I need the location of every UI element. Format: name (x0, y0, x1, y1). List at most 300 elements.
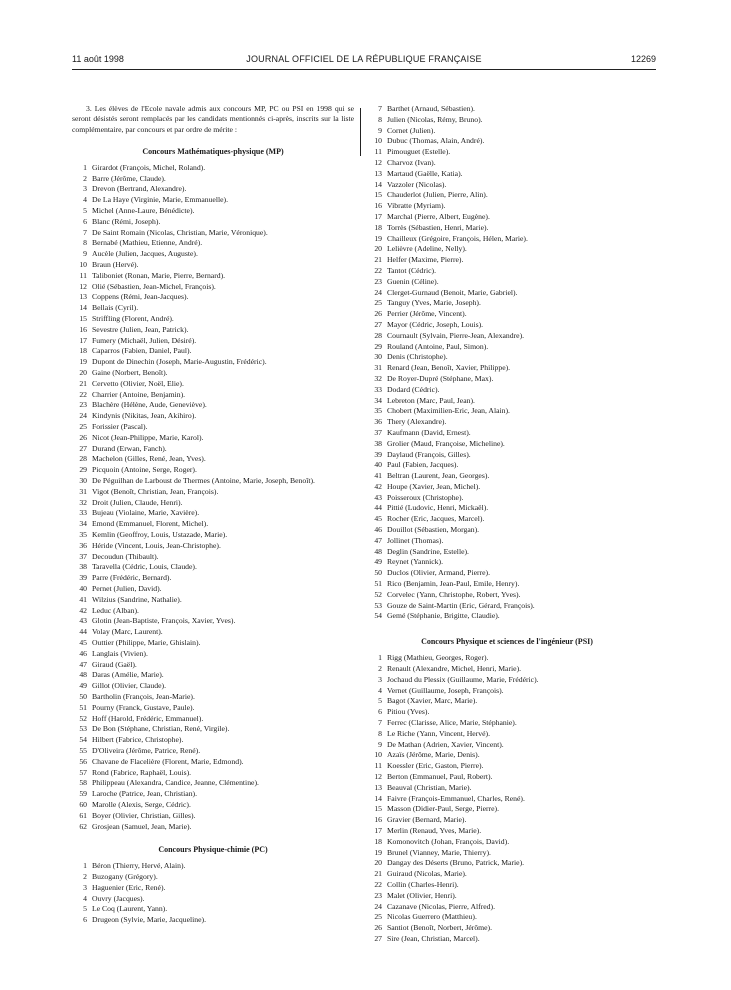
list-item (367, 934, 647, 945)
item-number: 22 (374, 879, 382, 889)
item-number: 15 (374, 190, 382, 200)
list-item (72, 411, 354, 422)
candidate-name: Merlin (Renaud, Yves, Marie). (387, 826, 482, 835)
item-number: 3 (378, 674, 382, 684)
candidate-name: Martaud (Gaëlle, Katia). (387, 168, 463, 178)
item-number: 53 (374, 600, 382, 610)
list-item (367, 590, 647, 601)
candidate-name: Douillot (Sébastien, Morgan). (387, 525, 480, 535)
candidate-name: Nicot (Jean-Philippe, Marie, Karol). (92, 432, 204, 442)
candidate-name: Dubuc (Thomas, Alain, André). (387, 136, 485, 146)
list-item (72, 778, 354, 789)
item-number: 5 (378, 696, 382, 706)
item-number: 45 (79, 637, 87, 647)
candidate-name: Tantot (Cédric). (387, 265, 436, 275)
list-item (72, 476, 354, 487)
item-number: 23 (79, 400, 87, 410)
list-item (72, 861, 354, 872)
candidate-name: Malet (Olivier, Henri). (387, 890, 457, 900)
list-item (72, 260, 354, 271)
list-item (367, 611, 647, 622)
list-item (72, 217, 354, 228)
item-number: 33 (79, 508, 87, 518)
candidate-name: Helfer (Maxime, Pierre). (387, 255, 464, 265)
list-item (72, 379, 354, 390)
candidate-name: Chobert (Maximilien-Eric, Jean, Alain). (387, 406, 510, 416)
candidate-name: Vigot (Benoît, Christian, Jean, François). (92, 486, 219, 496)
candidate-name: Vibratte (Myriam). (387, 201, 446, 211)
candidate-name: Chailleux (Grégoire, François, Hélen, Marie). (387, 233, 528, 243)
candidate-name: Koessler (Eric, Gaston, Pierre). (387, 761, 484, 771)
list-item (72, 915, 354, 926)
candidate-name: Denis (Christophe). (387, 352, 448, 362)
list-item (72, 822, 354, 833)
candidate-name: Bernabé (Mathieu, Etienne, André). (92, 238, 203, 248)
list-item (72, 606, 354, 617)
item-number: 41 (79, 594, 87, 604)
list-item (72, 390, 354, 401)
candidate-name: Fumery (Michaël, Julien, Désiré). (92, 335, 197, 345)
candidate-name: Bartholin (François, Jean-Marie). (92, 691, 195, 701)
candidate-name: Berton (Emmanuel, Paul, Robert). (387, 772, 493, 782)
item-number: 42 (79, 605, 87, 615)
list-item (367, 115, 647, 126)
item-number: 14 (79, 303, 87, 313)
list-item (72, 508, 354, 519)
candidate-name: Haguenier (Eric, René). (92, 882, 166, 892)
candidate-name: Mayor (Cédric, Joseph, Louis). (387, 319, 484, 329)
candidate-name: Dangay des Déserts (Bruno, Patrick, Marie). (387, 858, 525, 868)
item-number: 8 (378, 728, 382, 738)
item-number: 54 (79, 735, 87, 745)
item-number: 20 (374, 244, 382, 254)
list-item (72, 487, 354, 498)
candidate-name: Charvoz (Ivan). (387, 157, 436, 167)
list-item (72, 357, 354, 368)
candidate-name: Volay (Marc, Laurent). (92, 627, 163, 637)
list-item (72, 346, 354, 357)
list-item (72, 184, 354, 195)
list-item (72, 627, 354, 638)
list-item (367, 201, 647, 212)
item-number: 24 (374, 287, 382, 297)
item-number: 2 (83, 173, 87, 183)
item-number: 32 (374, 373, 382, 383)
list-item (367, 664, 647, 675)
list-item (367, 514, 647, 525)
list-item (367, 104, 647, 115)
item-number: 19 (79, 357, 87, 367)
list-item (367, 266, 647, 277)
item-number: 41 (374, 471, 382, 481)
candidate-name: Outtier (Philippe, Marie, Ghislain). (92, 637, 201, 647)
item-number: 33 (374, 384, 382, 394)
candidate-name: Poisseroux (Christophe). (387, 492, 464, 502)
item-number: 49 (374, 557, 382, 567)
list-item (72, 638, 354, 649)
candidate-name: Laroche (Patrice, Jean, Christian). (92, 789, 198, 799)
list-item (72, 336, 354, 347)
item-number: 39 (79, 573, 87, 583)
list-item (72, 768, 354, 779)
candidate-name: Bujeau (Violaine, Marie, Xavière). (92, 508, 200, 518)
list-item (72, 519, 354, 530)
item-number: 55 (79, 745, 87, 755)
candidate-name: Wilzius (Sandrine, Nathalie). (92, 594, 182, 604)
item-number: 61 (79, 810, 87, 820)
candidate-name: Cornet (Julien). (387, 125, 436, 135)
candidate-name: Hilbert (Fabrice, Christophe). (92, 735, 184, 745)
candidate-name: Thery (Alexandre). (387, 417, 447, 427)
candidate-name: Daylaud (François, Gilles). (387, 449, 471, 459)
item-number: 1 (83, 861, 87, 871)
item-number: 53 (79, 724, 87, 734)
list-item (367, 579, 647, 590)
candidate-name: Braun (Hervé). (92, 260, 139, 270)
item-number: 37 (79, 551, 87, 561)
list-item (72, 660, 354, 671)
item-number: 57 (79, 767, 87, 777)
item-number: 2 (378, 664, 382, 674)
item-number: 13 (374, 782, 382, 792)
list-item (72, 789, 354, 800)
list-item (72, 368, 354, 379)
candidate-name: Nicolas Guerrero (Matthieu). (387, 912, 477, 922)
item-number: 17 (79, 335, 87, 345)
item-number: 46 (374, 525, 382, 535)
item-number: 15 (374, 804, 382, 814)
candidate-name: Chavane de Flacelière (Florent, Marie, Edmond). (92, 756, 244, 766)
candidate-name: De La Haye (Virginie, Marie, Emmanuelle). (92, 195, 229, 205)
item-number: 21 (374, 255, 382, 265)
item-number: 12 (79, 281, 87, 291)
item-number: 42 (374, 481, 382, 491)
list-item (367, 837, 647, 848)
item-number: 6 (83, 216, 87, 226)
item-number: 25 (374, 912, 382, 922)
candidate-list-mp (72, 163, 354, 832)
list-item (367, 601, 647, 612)
list-item (72, 724, 354, 735)
candidate-name: Gillot (Olivier, Claude). (92, 681, 166, 691)
item-number: 23 (374, 276, 382, 286)
candidate-name: Marchal (Pierre, Albert, Eugène). (387, 211, 490, 221)
candidate-name: De Bon (Stéphane, Christian, René, Virgile). (92, 724, 230, 734)
list-item (72, 670, 354, 681)
list-item (367, 568, 647, 579)
item-number: 21 (374, 869, 382, 879)
item-number: 18 (374, 222, 382, 232)
item-number: 5 (83, 206, 87, 216)
candidate-name: De Royer-Dupré (Stéphane, Max). (387, 373, 494, 383)
candidate-name: Tanguy (Yves, Marie, Joseph). (387, 298, 481, 308)
candidate-list-psi (367, 653, 647, 945)
section-title-pc: Concours Physique-chimie (PC) (158, 845, 268, 855)
header-title: JOURNAL OFFICIEL DE LA RÉPUBLIQUE FRANÇAISE (246, 54, 482, 64)
candidate-name: Kaufmann (David, Ernest). (387, 427, 471, 437)
candidate-name: Corvelec (Yann, Christophe, Robert, Yves). (387, 589, 521, 599)
candidate-name: Paul (Fabien, Jacques). (387, 460, 459, 470)
list-item (367, 891, 647, 902)
list-item (367, 653, 647, 664)
list-item (367, 396, 647, 407)
list-item (72, 422, 354, 433)
header-page-number: 12269 (630, 54, 656, 64)
section-title-psi: Concours Physique et sciences de l'ingénieur (PSI) (421, 637, 593, 647)
candidate-name: Gemé (Stéphanie, Brigitte, Claudie). (387, 611, 500, 621)
candidate-name: Gravier (Bernard, Marie). (387, 815, 467, 825)
item-number: 4 (378, 685, 382, 695)
candidate-name: Vernet (Guillaume, Joseph, François). (387, 685, 504, 695)
candidate-name: Machelon (Gilles, René, Jean, Yves). (92, 454, 206, 464)
item-number: 29 (79, 465, 87, 475)
item-number: 36 (374, 417, 382, 427)
item-number: 59 (79, 789, 87, 799)
candidate-name: Renault (Alexandre, Michel, Henri, Marie). (387, 664, 522, 674)
candidate-name: Duclos (Olivier, Armand, Pierre). (387, 568, 491, 578)
list-item (367, 503, 647, 514)
candidate-name: Beltran (Laurent, Jean, Georges). (387, 471, 490, 481)
list-item (72, 894, 354, 905)
candidate-name: Komonovitch (Johan, François, David). (387, 836, 510, 846)
list-item (367, 804, 647, 815)
list-item (367, 352, 647, 363)
list-item (72, 454, 354, 465)
candidate-name: Durand (Erwan, Fanch). (92, 443, 167, 453)
list-item (367, 363, 647, 374)
item-number: 1 (378, 653, 382, 663)
item-number: 44 (374, 503, 382, 513)
item-number: 51 (79, 702, 87, 712)
item-number: 36 (79, 540, 87, 550)
item-number: 31 (79, 486, 87, 496)
candidate-name: Jollinet (Thomas). (387, 535, 444, 545)
candidate-name: Buzogany (Grégory). (92, 872, 158, 882)
list-item (72, 757, 354, 768)
item-number: 11 (374, 761, 382, 771)
candidate-name: Hoff (Harold, Frédéric, Emmanuel). (92, 713, 204, 723)
candidate-name: Glotin (Jean-Baptiste, François, Xavier, Yves). (92, 616, 236, 626)
list-item (367, 223, 647, 234)
candidate-name: Collin (Charles-Henri). (387, 879, 459, 889)
candidate-name: Grosjean (Samuel, Jean, Marie). (92, 821, 192, 831)
item-number: 20 (374, 858, 382, 868)
item-number: 31 (374, 363, 382, 373)
item-number: 3 (83, 184, 87, 194)
item-number: 12 (374, 157, 382, 167)
candidate-name: Houpe (Xavier, Jean, Michel). (387, 481, 481, 491)
candidate-name: Brunel (Vianney, Marie, Thierry). (387, 847, 491, 857)
item-number: 52 (374, 589, 382, 599)
list-item (367, 772, 647, 783)
candidate-name: Aucèle (Julien, Jacques, Auguste). (92, 249, 198, 259)
list-item (72, 174, 354, 185)
item-number: 4 (83, 893, 87, 903)
list-item (72, 573, 354, 584)
list-item (72, 811, 354, 822)
candidate-name: Guenin (Céline). (387, 276, 439, 286)
list-item (72, 595, 354, 606)
item-number: 44 (79, 627, 87, 637)
candidate-name: Cervetto (Olivier, Noël, Elie). (92, 378, 184, 388)
item-number: 8 (83, 238, 87, 248)
list-item (367, 158, 647, 169)
item-number: 37 (374, 427, 382, 437)
item-number: 56 (79, 756, 87, 766)
candidate-name: De Saint Romain (Nicolas, Christian, Marie, Véronique). (92, 227, 268, 237)
item-number: 46 (79, 648, 87, 658)
item-number: 11 (374, 147, 382, 157)
list-item (367, 342, 647, 353)
right-column (367, 104, 647, 945)
candidate-name: Striffling (Florent, André). (92, 314, 174, 324)
list-item (367, 761, 647, 772)
candidate-name: Santiot (Benoît, Norbert, Jérôme). (387, 923, 493, 933)
candidate-name: Boyer (Olivier, Christian, Gilles). (92, 810, 196, 820)
candidate-name: De Péguilhan de Larboust de Thermes (Antoine, Marie, Joseph, Benoît). (92, 476, 315, 485)
candidate-name: Pernet (Julien, David). (92, 583, 162, 593)
candidate-name: Pimouguet (Estelle). (387, 147, 451, 157)
item-number: 24 (374, 901, 382, 911)
item-number: 1 (83, 162, 87, 172)
candidate-name: Blanc (Rémi, Joseph). (92, 216, 161, 226)
item-number: 40 (79, 583, 87, 593)
item-number: 35 (79, 529, 87, 539)
item-number: 3 (83, 882, 87, 892)
candidate-name: Rocher (Eric, Jacques, Marcel). (387, 514, 485, 524)
item-number: 22 (79, 389, 87, 399)
item-number: 25 (374, 298, 382, 308)
list-item (367, 848, 647, 859)
list-item (367, 234, 647, 245)
list-item (72, 883, 354, 894)
candidate-name: Charrier (Antoine, Benjamin). (92, 389, 186, 399)
item-number: 16 (374, 201, 382, 211)
section-title-mp: Concours Mathématiques-physique (MP) (142, 146, 284, 156)
item-number: 20 (79, 368, 87, 378)
candidate-name: Julien (Nicolas, Rémy, Bruno). (387, 114, 483, 124)
list-item (367, 288, 647, 299)
left-column (72, 104, 354, 926)
list-item (367, 880, 647, 891)
list-item (367, 783, 647, 794)
candidate-name: Lelièvre (Adeline, Nelly). (387, 244, 467, 254)
candidate-list-pc-part2 (367, 104, 647, 622)
list-item (367, 740, 647, 751)
list-item (367, 406, 647, 417)
item-number: 27 (374, 319, 382, 329)
candidate-name: Girardot (François, Michel, Roland). (92, 162, 206, 172)
item-number: 14 (374, 179, 382, 189)
item-number: 13 (79, 292, 87, 302)
list-item (367, 815, 647, 826)
item-number: 24 (79, 411, 87, 421)
candidate-name: Giraud (Gaël). (92, 659, 137, 669)
candidate-name: Dodard (Cédric). (387, 384, 440, 394)
item-number: 39 (374, 449, 382, 459)
list-item (367, 471, 647, 482)
item-number: 23 (374, 890, 382, 900)
item-number: 50 (79, 691, 87, 701)
candidate-name: Pourny (Franck, Gustave, Paule). (92, 702, 195, 712)
candidate-name: Olié (Sébastien, Jean-Michel, François). (92, 281, 216, 291)
candidate-name: Caparros (Fabien, Daniel, Paul). (92, 346, 192, 356)
item-number: 58 (79, 778, 87, 788)
list-item (367, 212, 647, 223)
list-item (367, 707, 647, 718)
intro-paragraph: 3. Les élèves de l'Ecole navale admis aux concours MP, PC ou PSI en 1998 qui se seront désistés seront remplacés par les candidats mentionnés ci-après, inscrits sur la liste complémentaire, par concours et par ordre de mérite : (72, 104, 354, 134)
list-item (367, 525, 647, 536)
candidate-name: Vazzoler (Nicolas). (387, 179, 447, 189)
item-number: 25 (79, 422, 87, 432)
list-item (72, 692, 354, 703)
candidate-name: Lebreton (Marc, Paul, Jean). (387, 395, 475, 405)
candidate-name: Masson (Didier-Paul, Serge, Pierre). (387, 804, 500, 814)
candidate-name: Perrier (Jérôme, Vincent). (387, 309, 467, 319)
list-item (72, 746, 354, 757)
list-item (72, 433, 354, 444)
candidate-name: Ferrec (Clarisse, Alice, Marie, Stéphanie). (387, 718, 517, 728)
list-item (367, 169, 647, 180)
list-item (367, 547, 647, 558)
list-item (367, 277, 647, 288)
page-header (72, 52, 656, 66)
list-item (72, 552, 354, 563)
item-number: 14 (374, 793, 382, 803)
list-item (367, 557, 647, 568)
candidate-name: Grolier (Maud, Françoise, Micheline). (387, 438, 505, 448)
list-item (72, 904, 354, 915)
list-item (72, 249, 354, 260)
candidate-name: Blachère (Hélène, Aude, Geneviève). (92, 400, 207, 410)
item-number: 29 (374, 341, 382, 351)
candidate-name: Langlais (Vivien). (92, 648, 148, 658)
list-item (72, 228, 354, 239)
list-item (367, 858, 647, 869)
candidate-name: Parre (Frédéric, Bernard). (92, 573, 172, 583)
candidate-name: Chauderlot (Julien, Pierre, Alin). (387, 190, 488, 200)
list-item (367, 126, 647, 137)
item-number: 9 (378, 125, 382, 135)
list-item (72, 681, 354, 692)
list-item (72, 616, 354, 627)
candidate-name: Dupont de Dinechin (Joseph, Marie-Augustin, Frédéric). (92, 357, 267, 367)
list-item (367, 298, 647, 309)
item-number: 52 (79, 713, 87, 723)
candidate-name: Gaine (Norbert, Benoît). (92, 368, 168, 378)
list-item (367, 902, 647, 913)
item-number: 54 (374, 611, 382, 621)
candidate-name: De Mathan (Adrien, Xavier, Vincent). (387, 739, 504, 749)
header-date: 11 août 1998 (72, 54, 124, 64)
candidate-name: Faivre (François-Emmanuel, Charles, René). (387, 793, 525, 803)
item-number: 51 (374, 579, 382, 589)
candidate-name: Reynet (Yannick). (387, 557, 444, 567)
item-number: 7 (378, 718, 382, 728)
list-item (72, 195, 354, 206)
candidate-name: Barre (Jérôme, Claude). (92, 173, 166, 183)
item-number: 2 (83, 872, 87, 882)
item-number: 30 (374, 352, 382, 362)
candidate-name: Taravella (Cédric, Louis, Claude). (92, 562, 197, 572)
item-number: 35 (374, 406, 382, 416)
list-item (367, 255, 647, 266)
list-item (367, 686, 647, 697)
candidate-name: Jochaud du Plessix (Guillaume, Marie, Frédéric). (387, 674, 539, 684)
list-item (367, 136, 647, 147)
list-item (72, 703, 354, 714)
list-item (367, 729, 647, 740)
